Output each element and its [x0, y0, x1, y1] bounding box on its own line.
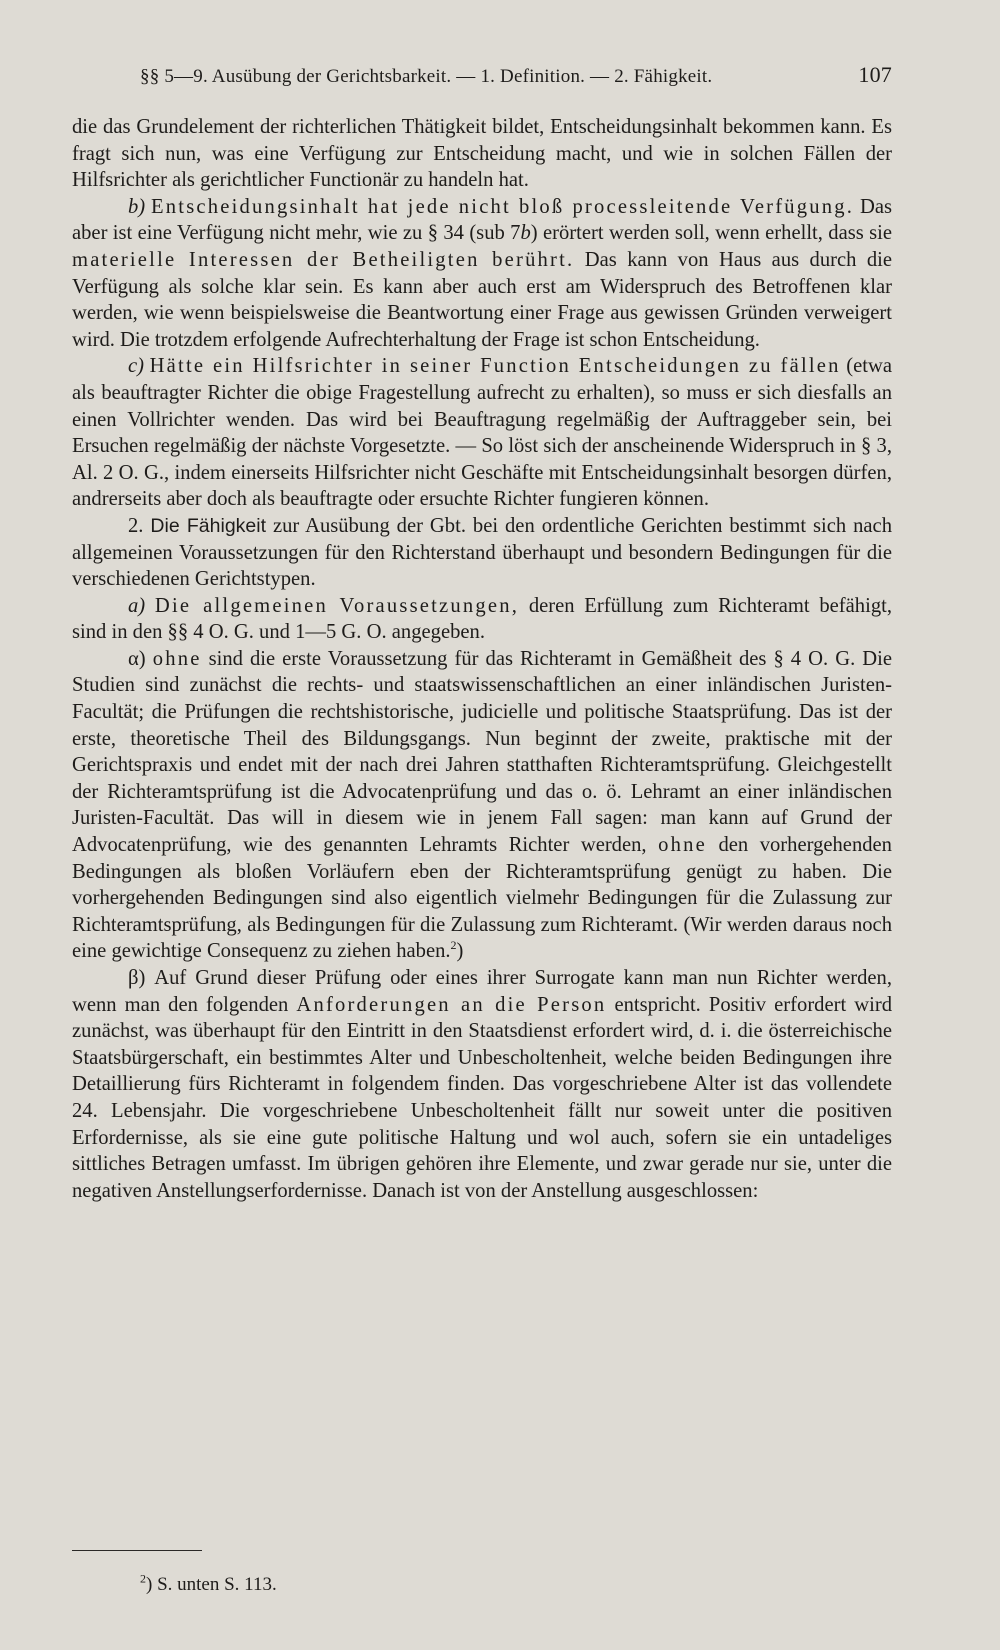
paragraph-text: Auf Grund dieser Prüfung oder eines ihrer Surrogate kann man nun Richter werden, wenn man den folgenden: [72, 967, 892, 1016]
header-title: §§ 5—9. Ausübung der Gerichtsbarkeit. — 1. Definition. — 2. Fähigkeit.: [140, 66, 713, 87]
paragraph-text: zur Ausübung der Gbt. bei den ordentliche Gerichten bestimmt sich nach allgemeinen Voraussetzungen für den Richterstand überhaupt und besondern Bedingungen für die verschiedenen Gerichtstypen.: [72, 514, 892, 591]
item-marker: b: [520, 222, 531, 245]
page-number: 107: [858, 62, 892, 87]
paragraph: [72, 194, 892, 354]
body-text: [72, 114, 892, 1204]
paragraph-text: Das aber ist eine Verfügung nicht mehr, wie zu § 34 (sub 7: [72, 195, 892, 245]
paragraph: [72, 114, 892, 194]
paragraph-text: entspricht. Positiv erfordert wird zunächst, was überhaupt für den Eintritt in den Staatsdienst erfordert wird, d. i. die österreichische Staatsbürgerschaft, ein bestimmtes Alter und Unbescholtenheit, welche beiden Bedingungen ihre Detaillierung fürs Richteramt in folgendem finden. Das vorgeschriebene Alter ist das vollendete 24. Lebensjahr. Die vorgeschriebene Unbescholtenheit fällt nur soweit unter die positiven Erfordernisse, als sie eine gute politische Haltung und wol auch, sofern sie ein untadeliges sittliches Betragen umfasst. Im übrigen gehören ihre Elemente, und zwar gerade nur sie, unter die negativen Anstellungserfordernisse. Danach ist von der Anstellung ausgeschlossen:: [72, 993, 892, 1202]
spaced-emphasis: materielle Interessen der Betheiligten berührt.: [72, 248, 575, 271]
footnote-mark: 2: [140, 1571, 146, 1586]
item-marker: a): [128, 594, 146, 617]
paragraph: [72, 353, 892, 513]
spaced-emphasis: Anforderungen an die Person: [296, 993, 607, 1016]
footnote-text: ) S. unten S. 113.: [146, 1574, 277, 1595]
paragraph: [72, 513, 892, 593]
footnote-ref[interactable]: 2: [450, 938, 457, 953]
paragraph: [72, 646, 892, 965]
footnote: [140, 1573, 840, 1597]
paragraph: [72, 965, 892, 1204]
paragraph-text: die das Grundelement der richterlichen Thätigkeit bildet, Entscheidungsinhalt bekommen kann. Es fragt sich nun, was eine Verfügung zur Entscheidung macht, und wie in solchen Fällen der Hilfsrichter als gerichtlicher Functionär zu handeln hat.: [72, 116, 892, 192]
item-marker: β): [128, 967, 146, 989]
paragraph-text: ) erörtert werden soll, wenn erhellt, dass sie: [530, 222, 892, 245]
paragraph-text: Das kann von Haus aus durch die Verfügung als solche klar sein. Es kann aber auch erst am Widerspruch des Betroffenen klar werden, wie wenn beispielsweise die Beantwortung einer Frage aus gewissen Gründen verweigert wird. Die trotzdem erfolgende Aufrechterhaltung der Frage ist schon Entscheidung.: [72, 248, 892, 351]
paragraph-text: den vorhergehenden Bedingungen als bloßen Vorläufern eben der Richteramtsprüfung genügt zu haben. Die vorhergehenden Bedingungen sind also eigentlich vielmehr Bedingungen für die Zulassung zur Richteramtsprüfung, als Bedingungen für die Zulassung zum Richteramt. (Wir werden daraus noch eine gewichtige Consequenz zu ziehen haben.: [72, 834, 892, 963]
spaced-emphasis: Entscheidungsinhalt hat jede nicht bloß processleitende Verfügung.: [151, 195, 855, 218]
footnote-divider: [72, 1550, 202, 1551]
paragraph-text: (etwa als beauftragter Richter die obige Fragestellung aufrecht zu erhalten), so muss er sich diesfalls an einen Vollrichter wenden. Das wird bei Beauftragung regelmäßig der Auftraggeber sein, bei Ersuchen regelmäßig der nächste Vorgesetzte. — So löst sich der anscheinende Widerspruch in § 3, Al. 2 O. G., indem einerseits Hilfsrichter nicht Geschäfte mit Entscheidungsinhalt besorgen dürfen, andrerseits aber doch als beauftragte oder ersuchte Richter fungieren können.: [72, 355, 892, 511]
paragraph-text: sind die erste Voraussetzung für das Richteramt in Gemäßheit des § 4 O. G. Die Studien sind zunächst die rechts- und staatswissenschaftlichen an einer inländischen Juristen-Facultät; die Prüfungen die rechtshistorische, judicielle und politische Staatsprüfung. Das ist der erste, theoretische Theil des Bildungsgangs. Nun beginnt der zweite, praktische mit der Gerichtspraxis und endet mit der nach drei Jahren statthaften Richteramtsprüfung. Gleichgestellt der Richteramtsprüfung ist die Advocatenprüfung und das o. ö. Lehramt an einer inländischen Juristen-Facultät. Das will in diesem wie in jenem Fall sagen: man kann auf Grund der Advocatenprüfung, wie des genannten Lehramts Richter werden,: [72, 647, 892, 857]
item-marker: b): [128, 195, 146, 218]
paragraph-text: deren Erfüllung zum Richteramt befähigt, sind in den §§ 4 O. G. und 1—5 G. O. angegeben.: [72, 594, 892, 644]
spaced-emphasis: ohne: [658, 834, 707, 857]
item-marker: c): [128, 355, 144, 378]
running-header: [140, 62, 892, 92]
paragraph-text: ): [456, 940, 464, 963]
spaced-emphasis: Die allgemeinen Voraussetzungen,: [154, 594, 520, 617]
spaced-emphasis: Hätte ein Hilfsrichter in seiner Function Entscheidungen zu fällen: [149, 355, 841, 378]
section-number: 2.: [128, 514, 144, 537]
item-marker: α): [128, 647, 146, 670]
section-heading: Die Fähigkeit: [150, 514, 267, 537]
spaced-emphasis: ohne: [152, 647, 202, 670]
paragraph: [72, 593, 892, 646]
